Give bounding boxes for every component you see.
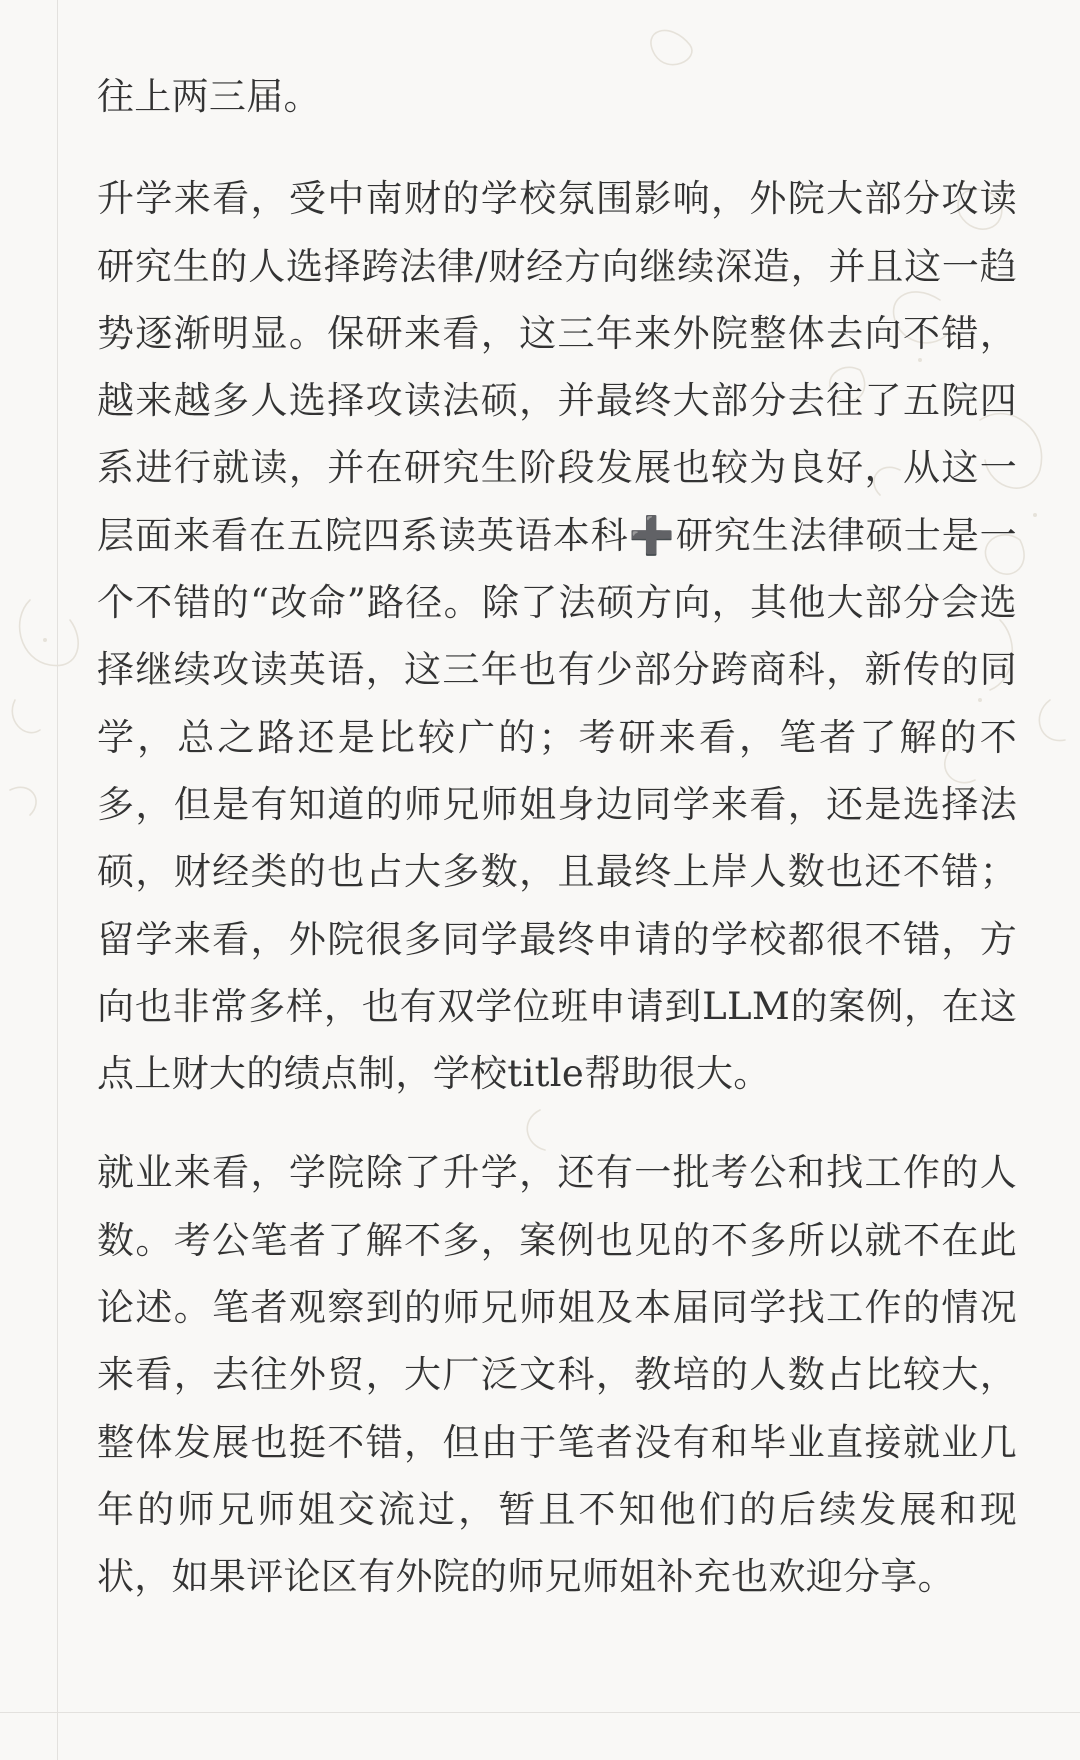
paragraph-employment: 就业来看，学院除了升学，还有一批考公和找工作的人数。考公笔者了解不多，案例也见的不多所以就不在此论述。笔者观察到的师兄师姐及本届同学找工作的情况来看，去往外贸，大厂泛文科，教培的人数占比较大，整体发展也挺不错，但由于笔者没有和毕业直接就业几年的师兄师姐交流过，暂且不知他们的后续发展和现状，如果评论区有外院的师兄师姐补充也欢迎分享。 — [97, 1151, 1017, 1599]
article-body — [97, 63, 1017, 1611]
bottom-margin-line — [0, 1712, 1080, 1713]
paragraph-further-study: 升学来看，受中南财的学校氛围影响，外院大部分攻读研究生的人选择跨法律/财经方向继续深造，并且这一趋势逐渐明显。保研来看，这三年来外院整体去向不错，越来越多人选择攻读法硕，并最终大部分去往了五院四系进行就读，并在研究生阶段发展也较为良好，从这一层面来看在五院四系读英语本科➕研究生法律硕士是一个不错的“改命”路径。除了法硕方向，其他大部分会选择继续攻读英语，这三年也有少部分跨商科，新传的同学，总之路还是比较广的；考研来看，笔者了解的不多，但是有知道的师兄师姐身边同学来看，还是选择法硕，财经类的也占大多数，且最终上岸人数也还不错；留学来看，外院很多同学最终申请的学校都很不错，方向也非常多样，也有双学位班申请到LLM的案例，在这点上财大的绩点制，学校title帮助很大。 — [97, 177, 1017, 1096]
left-margin-line — [57, 0, 58, 1760]
paragraph-intro: 往上两三届。 — [97, 75, 321, 118]
